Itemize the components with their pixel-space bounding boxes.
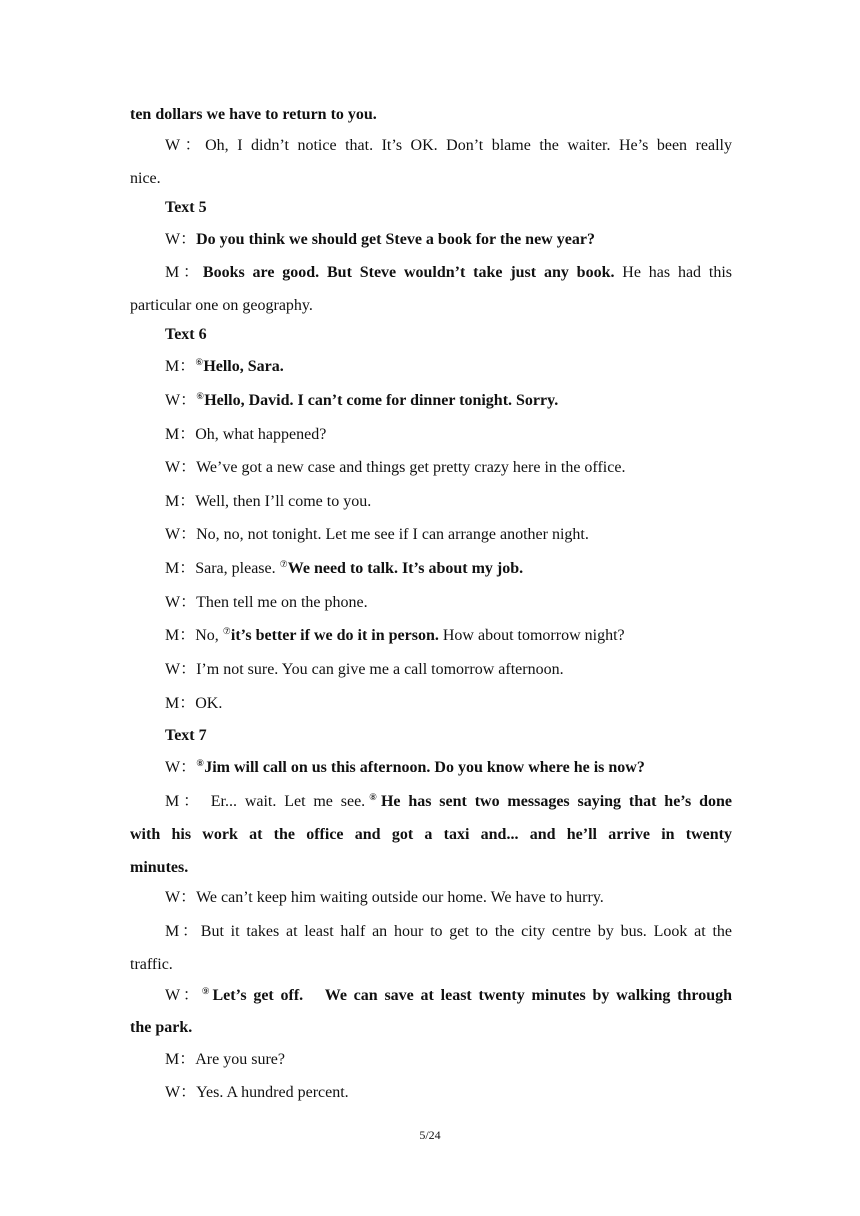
text-line <box>165 198 732 218</box>
bold-text: He has sent two messages saying that he’s done <box>380 793 732 810</box>
bold-text: ten dollars we have to return to you. <box>130 106 377 123</box>
text-line <box>165 136 732 156</box>
text-line <box>165 593 732 613</box>
text-line <box>165 986 732 1006</box>
footnote-marker: ⑨ <box>201 986 213 996</box>
text-line <box>130 296 732 316</box>
text-line <box>165 758 732 778</box>
bold-text: Let’s get off. We can save at least twenty minutes by walking through <box>212 987 732 1004</box>
text-line <box>165 525 732 545</box>
text-line <box>165 357 732 377</box>
plain-text: M：But it takes at least half an hour to get to the city centre by bus. Look at the <box>165 923 732 940</box>
plain-text: W： <box>165 987 202 1004</box>
footnote-marker: ⑥ <box>195 357 204 367</box>
plain-text: M：No, <box>165 627 223 644</box>
bold-text: Text 7 <box>165 727 207 744</box>
bold-text: with his work at the office and got a taxi and... and he’ll arrive in twenty <box>130 826 732 843</box>
text-line <box>165 792 732 812</box>
plain-text: He has had this <box>614 264 732 281</box>
bold-text: minutes. <box>130 859 189 876</box>
text-line <box>165 559 732 579</box>
plain-text: M： <box>165 264 203 281</box>
plain-text: W：We’ve got a new case and things get pretty crazy here in the office. <box>165 459 626 476</box>
footnote-marker: ⑦ <box>279 559 288 569</box>
plain-text: M：Oh, what happened? <box>165 426 327 443</box>
plain-text: particular one on geography. <box>130 297 313 314</box>
plain-text: W：No, no, not tonight. Let me see if I can arrange another night. <box>165 526 589 543</box>
plain-text: How about tomorrow night? <box>438 627 625 644</box>
plain-text: M：OK. <box>165 695 223 712</box>
bold-text: Text 5 <box>165 199 207 216</box>
page-number: 5/24 <box>419 1128 441 1142</box>
text-line <box>165 492 732 512</box>
plain-text: traffic. <box>130 956 173 973</box>
text-line <box>165 1083 732 1103</box>
plain-text: W： <box>165 759 197 776</box>
text-line <box>165 230 732 250</box>
footnote-marker: ⑦ <box>222 626 231 636</box>
plain-text: W：We can’t keep him waiting outside our home. We have to hurry. <box>165 889 604 906</box>
text-line <box>130 1018 732 1038</box>
plain-text: M： <box>165 358 196 375</box>
text-line <box>165 888 732 908</box>
bold-text: Hello, Sara. <box>203 358 284 375</box>
bold-text: We need to talk. It’s about my job. <box>287 560 524 577</box>
plain-text: nice. <box>130 170 161 187</box>
plain-text: W： <box>165 392 197 409</box>
text-line <box>165 922 732 942</box>
bold-text: Do you think we should get Steve a book for the new year? <box>196 231 595 248</box>
footnote-marker: ⑥ <box>196 391 205 401</box>
text-line <box>130 105 732 125</box>
text-line <box>165 1050 732 1070</box>
text-line <box>165 626 732 646</box>
plain-text: W：Oh, I didn’t notice that. It’s OK. Don’t blame the waiter. He’s been really <box>165 137 732 154</box>
plain-text: M： Er... wait. Let me see. <box>165 793 366 810</box>
plain-text: W：Yes. A hundred percent. <box>165 1084 349 1101</box>
text-line <box>130 858 732 878</box>
text-line <box>165 726 732 746</box>
plain-text: M：Are you sure? <box>165 1051 285 1068</box>
bold-text: the park. <box>130 1019 193 1036</box>
text-line <box>165 325 732 345</box>
text-line <box>165 694 732 714</box>
bold-text: Books are good. But Steve wouldn’t take just any book. <box>202 264 615 281</box>
text-line <box>165 391 732 411</box>
text-line <box>130 825 732 845</box>
text-line <box>165 425 732 445</box>
text-line <box>130 169 732 189</box>
text-line <box>165 458 732 478</box>
bold-text: Jim will call on us this afternoon. Do you know where he is now? <box>204 759 645 776</box>
plain-text: W：I’m not sure. You can give me a call tomorrow afternoon. <box>165 661 564 678</box>
bold-text: it’s better if we do it in person. <box>230 627 439 644</box>
plain-text: W：Then tell me on the phone. <box>165 594 368 611</box>
text-line <box>165 263 732 283</box>
footnote-marker: ⑧ <box>365 792 381 802</box>
bold-text: Text 6 <box>165 326 207 343</box>
text-line <box>165 660 732 680</box>
plain-text: M：Sara, please. <box>165 560 280 577</box>
bold-text: Hello, David. I can’t come for dinner tonight. Sorry. <box>204 392 559 409</box>
plain-text: W： <box>165 231 197 248</box>
plain-text: M：Well, then I’ll come to you. <box>165 493 372 510</box>
footnote-marker: ⑧ <box>196 758 205 768</box>
text-line <box>130 955 732 975</box>
